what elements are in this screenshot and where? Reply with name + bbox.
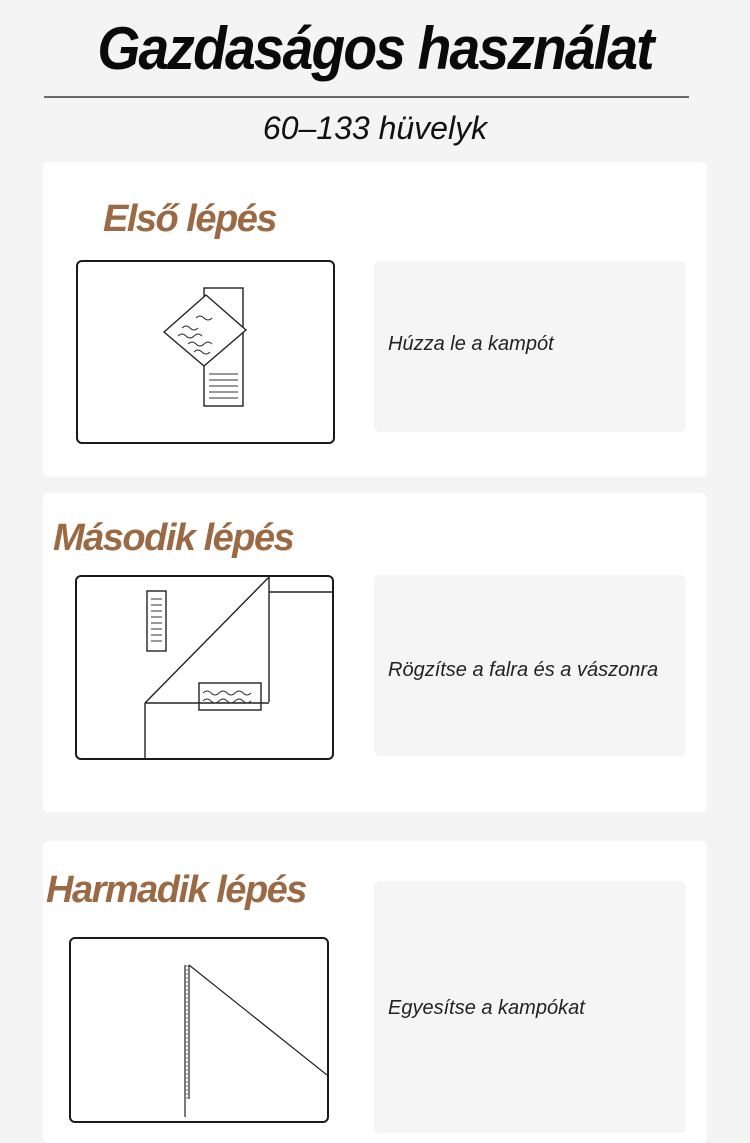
step-1-description-box: [374, 261, 686, 432]
step-3-description-box: [374, 881, 686, 1133]
title-divider: [44, 96, 689, 98]
step-3-illustration: [69, 937, 329, 1123]
step-card-3: [43, 841, 707, 1143]
step-2-illustration: [75, 575, 334, 760]
step-title-2: Második lépés: [53, 517, 294, 559]
joined-hooks-drawing: [71, 939, 327, 1121]
step-2-description-box: [374, 575, 686, 756]
step-1-illustration: [76, 260, 335, 444]
step-2-description: Rögzítse a falra és a vászonra: [388, 659, 659, 681]
page-title: Gazdaságos használat: [97, 15, 653, 82]
peel-hook-drawing: [78, 262, 333, 442]
step-1-description: Húzza le a kampót: [388, 333, 554, 355]
step-title-3: Harmadik lépés: [46, 869, 306, 911]
wall-and-screen-drawing: [77, 577, 332, 758]
step-card-1: [43, 162, 707, 477]
step-3-description: Egyesítse a kampókat: [388, 997, 585, 1019]
step-card-2: [43, 493, 707, 812]
step-title-1: Első lépés: [103, 198, 276, 240]
size-range-subtitle: 60–133 hüvelyk: [262, 110, 488, 146]
